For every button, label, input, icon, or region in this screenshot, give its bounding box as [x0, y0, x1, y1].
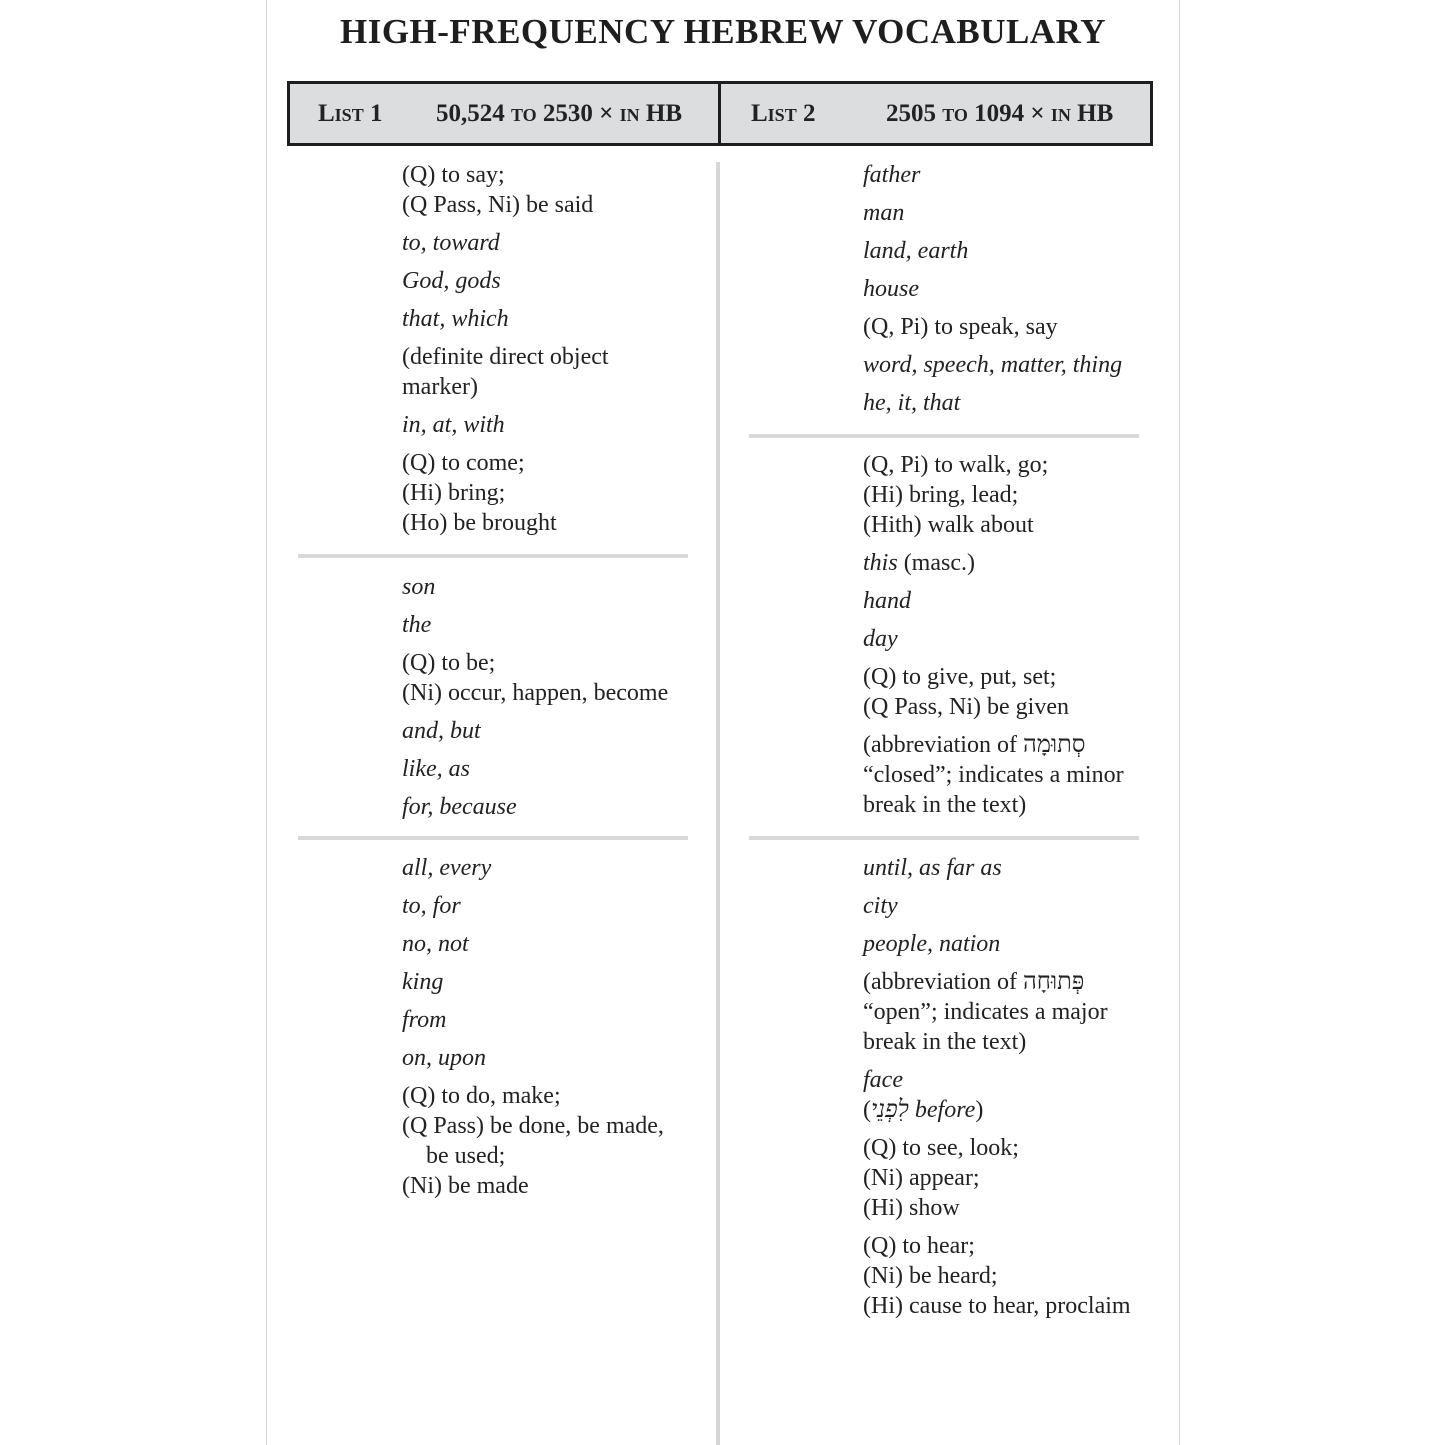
group-separator [749, 434, 1139, 438]
gloss-line: (Q) to be; [402, 650, 496, 676]
gloss-line: man [863, 200, 905, 226]
gloss-line: people, nation [863, 931, 1001, 957]
gloss-line: all, every [402, 855, 492, 881]
gloss-line: (Q) to hear; [863, 1233, 975, 1259]
gloss-line: God, gods [402, 268, 501, 294]
gloss-line: for, because [402, 794, 517, 820]
list1-range: 50,524 to 2530 × in HB [436, 100, 683, 127]
gloss-line: (Q) to do, make; [402, 1083, 561, 1109]
gloss-line: marker) [402, 374, 478, 400]
group-separator [298, 554, 688, 558]
gloss-line: (Q Pass) be done, be made, [402, 1113, 664, 1139]
gloss-line: he, it, that [863, 390, 961, 416]
vocabulary-page [266, 0, 1180, 1445]
gloss-line: from [402, 1007, 447, 1033]
gloss-line: “closed”; indicates a minor [863, 762, 1124, 788]
gloss-line: “open”; indicates a major [863, 999, 1108, 1025]
gloss-line: (abbreviation of פְּתוּחָה [863, 969, 1085, 995]
gloss-line: and, but [402, 718, 481, 744]
gloss-line: (Hi) bring; [402, 480, 506, 506]
list2-label: List 2 [751, 100, 816, 127]
gloss-line: face [863, 1067, 903, 1093]
gloss-line: hand [863, 588, 911, 614]
gloss-line: (לִפְנֵי before) [863, 1097, 984, 1123]
gloss-line: (Q) to come; [402, 450, 525, 476]
list-header [287, 81, 1153, 146]
gloss-line: like, as [402, 756, 470, 782]
gloss-line: to, toward [402, 230, 500, 256]
gloss-line: that, which [402, 306, 509, 332]
gloss-line: (Hi) bring, lead; [863, 482, 1019, 508]
gloss-line: to, for [402, 893, 461, 919]
gloss-line: in, at, with [402, 412, 505, 438]
gloss-line: (Ho) be brought [402, 510, 557, 536]
gloss-line: day [863, 626, 898, 652]
gloss-line: land, earth [863, 238, 969, 264]
gloss-line: break in the text) [863, 1029, 1027, 1055]
gloss-line: (definite direct object [402, 344, 609, 370]
group-separator [298, 836, 688, 840]
header-divider [718, 84, 721, 143]
gloss-line: (Ni) be heard; [863, 1263, 998, 1289]
gloss-line: be used; [402, 1143, 506, 1169]
gloss-line: (Q Pass, Ni) be said [402, 192, 594, 218]
gloss-line: (abbreviation of סְתוּמָה [863, 732, 1086, 758]
gloss-line: this (masc.) [863, 550, 975, 576]
gloss-line: on, upon [402, 1045, 486, 1071]
gloss-line: (Ni) be made [402, 1173, 529, 1199]
gloss-line: (Hi) cause to hear, proclaim [863, 1293, 1131, 1319]
gloss-line: (Q) to see, look; [863, 1135, 1019, 1161]
gloss-line: (Hi) show [863, 1195, 960, 1221]
gloss-line: (Ni) occur, happen, become [402, 680, 669, 706]
gloss-line: break in the text) [863, 792, 1027, 818]
gloss-line: (Ni) appear; [863, 1165, 980, 1191]
gloss-line: house [863, 276, 919, 302]
gloss-line: (Hith) walk about [863, 512, 1034, 538]
gloss-line: (Q, Pi) to speak, say [863, 314, 1058, 340]
gloss-line: word, speech, matter, thing [863, 352, 1123, 378]
group-separator [749, 836, 1139, 840]
gloss-line: city [863, 893, 898, 919]
gloss-line: until, as far as [863, 855, 1002, 881]
gloss-line: the [402, 612, 432, 638]
column-divider [716, 162, 720, 1445]
gloss-line: (Q) to give, put, set; [863, 664, 1057, 690]
gloss-line: (Q) to say; [402, 162, 505, 188]
gloss-line: son [402, 574, 436, 600]
gloss-line: father [863, 162, 921, 188]
gloss-line: (Q Pass, Ni) be given [863, 694, 1069, 720]
gloss-line: no, not [402, 931, 469, 957]
gloss-line: king [402, 969, 444, 995]
list1-label: List 1 [318, 100, 383, 127]
page-title: HIGH-FREQUENCY HEBREW VOCABULARY [339, 12, 1106, 51]
gloss-line: (Q, Pi) to walk, go; [863, 452, 1049, 478]
list2-range: 2505 to 1094 × in HB [886, 100, 1114, 127]
